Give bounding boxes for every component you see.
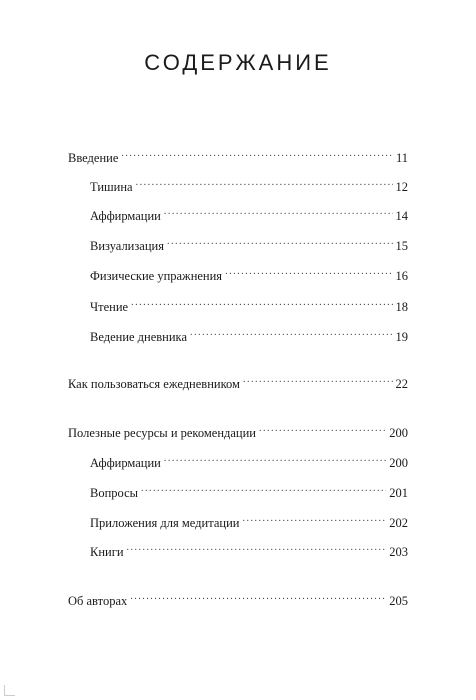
toc-entry-label: Аффирмации [90,209,161,223]
toc-entry-about-authors [68,593,408,609]
dot-leader [130,593,386,605]
toc-entry-page: 14 [395,209,408,223]
dot-leader [259,425,386,437]
toc-entry-label: Визуализация [90,239,164,253]
dot-leader [141,485,386,497]
toc-entry-label: Введение [68,151,119,165]
toc-entry-label: Аффирмации [90,456,161,470]
toc-entry-label: Приложения для медитации [90,516,240,530]
toc-entry-page: 203 [389,545,408,559]
toc-entry-silence [90,179,408,195]
toc-entry-page: 205 [389,594,408,608]
toc-entry-meditation-apps [90,515,408,531]
dot-leader [167,238,393,250]
dot-leader [164,208,393,220]
toc-entry-page: 12 [395,180,408,194]
toc-entry-how-to-use [68,376,408,392]
toc-entry-page: 200 [389,456,408,470]
toc-entry-page: 201 [389,486,408,500]
toc-entry-introduction [68,150,408,166]
toc-entry-label: Физические упражнения [90,269,223,283]
dot-leader [225,268,392,280]
dot-leader [136,179,393,191]
dot-leader [121,150,393,162]
toc-entry-page: 202 [389,516,408,530]
toc-title: СОДЕРЖАНИЕ [144,50,332,75]
dot-leader [242,515,386,527]
toc-entry-label: Об авторах [68,594,128,608]
toc-entry-journaling [90,329,408,345]
toc-entry-page: 200 [389,426,408,440]
toc-entry-label: Чтение [90,300,129,314]
toc-entry-label: Книги [90,545,124,559]
dot-leader [131,299,392,311]
toc-entry-reading [90,299,408,315]
toc-entry-visualization [90,238,408,254]
toc-entry-affirmations-2 [90,455,408,471]
dot-leader [243,376,393,388]
toc-entry-label: Тишина [90,180,133,194]
toc-entry-page: 15 [395,239,408,253]
toc-entry-exercise [90,268,408,284]
toc-entry-label: Как пользоваться ежедневником [68,377,240,391]
toc-entry-affirmations [90,208,408,224]
toc-entry-resources [68,425,408,441]
toc-entry-page: 11 [395,151,408,165]
dot-leader [127,544,387,556]
dot-leader [164,455,386,467]
toc-entry-page: 18 [395,300,408,314]
toc-entry-page: 16 [395,269,408,283]
toc-entry-label: Ведение дневника [90,330,187,344]
toc-entry-label: Вопросы [90,486,139,500]
toc-entry-page: 19 [395,330,408,344]
page-corner-mark [4,685,15,696]
toc-entry-label: Полезные ресурсы и рекомендации [68,426,257,440]
toc-entry-books [90,544,408,560]
toc-entry-questions [90,485,408,501]
dot-leader [190,329,393,341]
toc-entry-page: 22 [395,377,408,391]
